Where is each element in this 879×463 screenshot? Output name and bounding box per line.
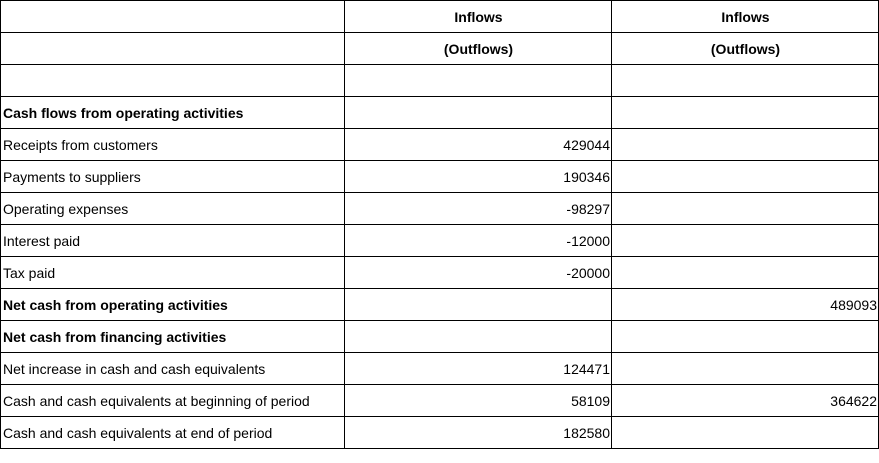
value-cell[interactable] — [612, 97, 879, 129]
row-label-receipts[interactable]: Receipts from customers — [1, 129, 345, 161]
value-cell[interactable]: 124471 — [345, 353, 612, 385]
table-row — [1, 257, 879, 289]
value-cell[interactable] — [345, 321, 612, 353]
value-cell[interactable]: 182580 — [345, 417, 612, 449]
blank-cell[interactable] — [345, 65, 612, 97]
table-row — [1, 193, 879, 225]
blank-cell[interactable] — [612, 65, 879, 97]
table-row — [1, 385, 879, 417]
value-cell[interactable]: -12000 — [345, 225, 612, 257]
value-cell[interactable]: 489093 — [612, 289, 879, 321]
value-cell[interactable]: 429044 — [345, 129, 612, 161]
table-row — [1, 129, 879, 161]
header-row-2 — [1, 33, 879, 65]
value-cell[interactable] — [612, 193, 879, 225]
blank-cell[interactable] — [1, 65, 345, 97]
table-row — [1, 289, 879, 321]
value-cell[interactable]: 58109 — [345, 385, 612, 417]
header-empty-cell[interactable] — [1, 33, 345, 65]
value-cell[interactable]: 190346 — [345, 161, 612, 193]
value-cell[interactable] — [612, 417, 879, 449]
table-row — [1, 417, 879, 449]
row-label-end-period[interactable]: Cash and cash equivalents at end of period — [1, 417, 345, 449]
header-col2-line1[interactable]: Inflows — [345, 1, 612, 33]
row-label-net-operating[interactable]: Net cash from operating activities — [1, 289, 345, 321]
value-cell[interactable] — [612, 321, 879, 353]
header-row-1 — [1, 1, 879, 33]
table-row — [1, 353, 879, 385]
table-row — [1, 97, 879, 129]
value-cell[interactable]: -20000 — [345, 257, 612, 289]
header-col3-line2[interactable]: (Outflows) — [612, 33, 879, 65]
value-cell[interactable] — [345, 289, 612, 321]
section-label-operating[interactable]: Cash flows from operating activities — [1, 97, 345, 129]
value-cell[interactable]: 364622 — [612, 385, 879, 417]
row-label-tax[interactable]: Tax paid — [1, 257, 345, 289]
header-col3-line1[interactable]: Inflows — [612, 1, 879, 33]
value-cell[interactable] — [612, 161, 879, 193]
header-col2-line2[interactable]: (Outflows) — [345, 33, 612, 65]
value-cell[interactable] — [612, 353, 879, 385]
table-row — [1, 225, 879, 257]
row-label-beginning-period[interactable]: Cash and cash equivalents at beginning of period — [1, 385, 345, 417]
row-label-operating-expenses[interactable]: Operating expenses — [1, 193, 345, 225]
header-empty-cell[interactable] — [1, 1, 345, 33]
table-row — [1, 161, 879, 193]
blank-row — [1, 65, 879, 97]
value-cell[interactable] — [612, 225, 879, 257]
value-cell[interactable]: -98297 — [345, 193, 612, 225]
row-label-net-increase[interactable]: Net increase in cash and cash equivalents — [1, 353, 345, 385]
value-cell[interactable] — [612, 257, 879, 289]
table-row — [1, 321, 879, 353]
row-label-payments[interactable]: Payments to suppliers — [1, 161, 345, 193]
row-label-interest[interactable]: Interest paid — [1, 225, 345, 257]
value-cell[interactable] — [612, 129, 879, 161]
value-cell[interactable] — [345, 97, 612, 129]
row-label-net-financing[interactable]: Net cash from financing activities — [1, 321, 345, 353]
